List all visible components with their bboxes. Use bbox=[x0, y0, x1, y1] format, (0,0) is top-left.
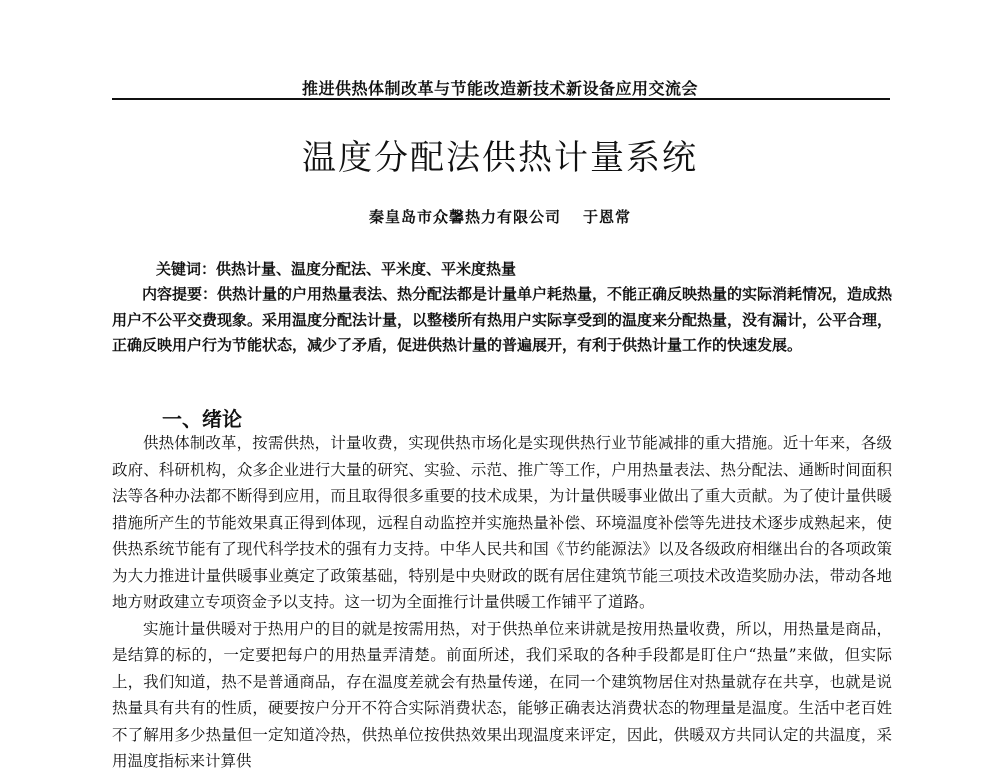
author-affiliation: 秦皇岛市众馨热力有限公司 bbox=[368, 208, 561, 226]
paper-title: 温度分配法供热计量系统 bbox=[302, 138, 698, 178]
body-paragraph: 实施计量供暖对于热用户的目的就是按需用热，对于供热单位来讲就是按用热量收费，所以，用热量是商品，是结算的标的，一定要把每户的用热量弄清楚。前面所述，我们采取的各种手段都是盯住户“热量”来做，但实际上，我们知道，热不是普通商品，存在温度差就会有热量传递，在同一个建筑物居住对热量就存在共享，也就是说热量具有共有的性质，硬要按户分开不符合实际消费状态，能够正确表达消费状态的物理量是温度。生活中老百姓不了解用多少热量但一定知道冷热，供热单位按供热效果出现温度来评定，因此，供暖双方共同认定的共温度，采用温度指标来计算供 bbox=[112, 619, 892, 770]
author-line bbox=[0, 206, 1000, 227]
body-paragraph: 供热体制改革，按需供热，计量收费，实现供热市场化是实现供热行业节能减排的重大措施。近十年来，各级政府、科研机构，众多企业进行大量的研究、实验、示范、推广等工作，户用热量表法、热分配法、通断时间面积法等各种办法都不断得到应用，而且取得很多重要的技术成果，为计量供暖事业做出了重大贡献。为了使计量供暖措施所产生的节能效果真正得到体现，远程自动监控并实施热量补偿、环境温度补偿等先进技术逐步成熟起来，使供热系统节能有了现代科学技术的强有力支持。中华人民共和国《节约能源法》以及各级政府相继出台的各项政策为大力推进计量供暖事业奠定了政策基础，特别是中央财政的既有居住建筑节能三项技术改造奖励办法，带动各地地方财政建立专项资金予以支持。这一切为全面推行计量供暖工作铺平了道路。 bbox=[112, 434, 892, 611]
section-body bbox=[112, 430, 892, 775]
abstract: 内容提要：供热计量的户用热量表法、热分配法都是计量单户耗热量，不能正确反映热量的实际消耗情况，造成热用户不公平交费现象。采用温度分配法计量，以整楼所有热用户实际享受到的温度来分配热量，没有漏计，公平合理，正确反映用户行为节能状态，减少了矛盾，促进供热计量的普遍展开，有利于供热计量工作的快速发展。 bbox=[112, 285, 893, 354]
keywords: 关键词：供热计量、温度分配法、平米度、平米度热量 bbox=[156, 260, 517, 278]
author-name: 于恩常 bbox=[583, 208, 632, 226]
header-rule bbox=[112, 98, 890, 100]
running-header: 推进供热体制改革与节能改造新技术新设备应用交流会 bbox=[301, 79, 698, 98]
section-heading: 一、绪论 bbox=[162, 407, 242, 431]
